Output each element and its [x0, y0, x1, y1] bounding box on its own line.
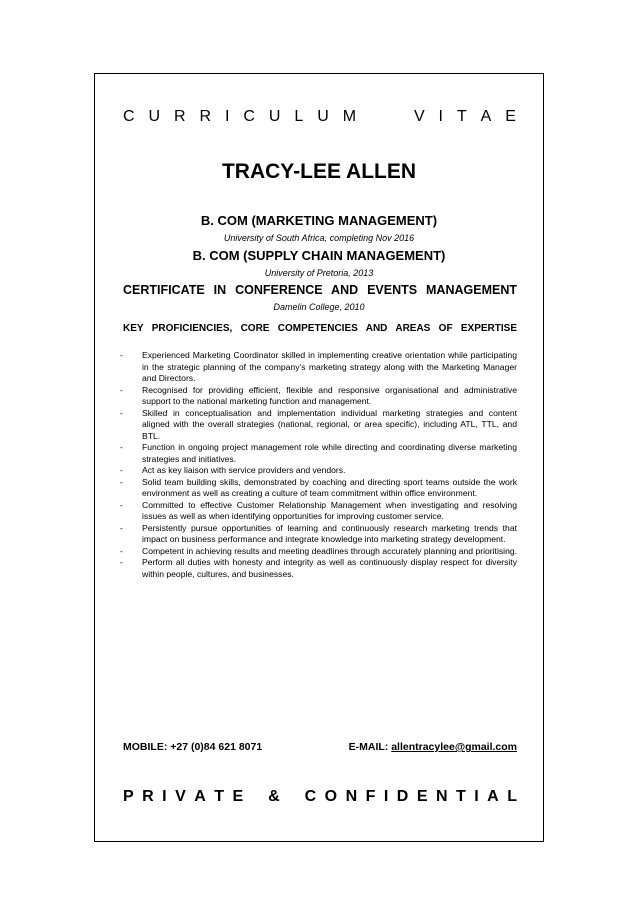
confidential-letter: L: [507, 788, 517, 805]
candidate-name: TRACY-LEE ALLEN: [221, 160, 417, 183]
certificate-title: CERTIFICATE IN CONFERENCE AND EVENTS MANAGEMENT: [123, 283, 517, 297]
vitae-letter: I: [438, 108, 443, 125]
proficiency-item: [120, 465, 517, 477]
proficiency-text: Experienced Marketing Coordinator skilled in implementing creative orientation while participating in the strategic planning of the company’s marketing strategy along with the Marketing Manager and Directors.: [142, 350, 517, 383]
email-link[interactable]: allentracylee@gmail.com: [391, 741, 517, 753]
word-gap: [288, 788, 296, 806]
bullet-dash: -: [120, 407, 123, 418]
private-letter: P: [123, 788, 134, 805]
confidential-letter: I: [474, 788, 479, 805]
curriculum-letter: C: [123, 108, 135, 125]
proficiency-text: Solid team building skills, demonstrated by coaching and directing sport teams outside the work environment as well as creating a culture of team commitment within office environment.: [142, 476, 517, 498]
proficiencies-list: [120, 350, 517, 580]
contact-line: [123, 741, 517, 753]
private-letter: A: [194, 788, 206, 805]
private-confidential-footer: [123, 788, 517, 806]
degree-2-institution: University of Pretoria, 2013: [264, 268, 374, 278]
ampersand: &: [268, 788, 280, 805]
confidential-letter: A: [487, 788, 499, 805]
proficiency-text: Act as key liaison with service providers and vendors.: [142, 465, 346, 475]
curriculum-letter: U: [268, 108, 281, 125]
bullet-dash: -: [120, 476, 123, 487]
confidential-letter: I: [383, 788, 389, 805]
private-letter: I: [162, 788, 167, 805]
curriculum-letter: M: [342, 108, 357, 125]
proficiency-item: [120, 477, 517, 500]
certificate-institution: Damelin College, 2010: [273, 302, 365, 312]
private-letter: T: [214, 788, 225, 805]
confidential-letter: O: [324, 788, 338, 805]
proficiency-text: Committed to effective Customer Relationship Management when investigating and resolving issues as well as when identifying opportunities for improving customer service.: [142, 499, 517, 521]
curriculum-letter: R: [199, 108, 212, 125]
confidential-letter: N: [345, 788, 358, 805]
bullet-dash: -: [120, 350, 123, 360]
email-block: [349, 741, 517, 753]
proficiency-item: [120, 500, 517, 523]
confidential-letter: N: [435, 788, 448, 805]
private-letter: R: [142, 788, 154, 805]
curriculum-letter: U: [148, 108, 161, 125]
curriculum-letter: R: [174, 108, 186, 125]
private-letter: V: [175, 788, 186, 805]
word-gap: [370, 108, 400, 126]
curriculum-letter: I: [225, 108, 230, 125]
confidential-letter: C: [304, 788, 317, 805]
proficiency-item: [120, 523, 517, 546]
vitae-letter: V: [413, 108, 425, 125]
vitae-letter: T: [456, 108, 467, 125]
vitae-letter: E: [505, 108, 516, 125]
bullet-dash: -: [120, 545, 123, 556]
vitae-letter: A: [480, 108, 492, 125]
confidential-letter: D: [396, 788, 409, 805]
proficiency-item: [120, 442, 517, 465]
private-letter: E: [232, 788, 244, 805]
confidential-letter: E: [416, 788, 428, 805]
proficiency-item: [120, 546, 517, 558]
degree-1-title: B. COM (MARKETING MANAGEMENT): [200, 213, 438, 228]
word-gap: [252, 788, 260, 806]
proficiencies-heading: KEY PROFICIENCIES, CORE COMPETENCIES AND AREAS OF EXPERTISE: [123, 323, 517, 334]
curriculum-vitae-heading: [123, 108, 516, 126]
proficiency-item: [120, 408, 517, 443]
mobile-number: MOBILE: +27 (0)84 621 8071: [123, 741, 263, 753]
proficiency-text: Perform all duties with honesty and integrity as well as continuously display respect for diversity within people, cultures, and businesses.: [142, 557, 517, 579]
curriculum-letter: C: [243, 108, 255, 125]
bullet-dash: -: [120, 442, 123, 452]
bullet-dash: -: [120, 499, 123, 510]
proficiency-text: Function in ongoing project management role while directing and coordinating diverse marketing strategies and initiatives.: [142, 442, 517, 464]
curriculum-letter: L: [294, 108, 304, 125]
bullet-dash: -: [120, 522, 123, 533]
email-label: E-MAIL:: [348, 741, 389, 753]
proficiency-text: Persistently pursue opportunities of learning and continuously research marketing trends that impact on business performance and integrate knowledge into marketing strategy development.: [142, 522, 517, 544]
bullet-dash: -: [120, 384, 123, 395]
confidential-letter: T: [455, 788, 466, 805]
degree-1-institution: University of South Africa, completing Nov 2016: [223, 233, 415, 243]
bullet-dash: -: [120, 557, 123, 567]
proficiency-item: [120, 557, 517, 580]
bullet-dash: -: [120, 465, 123, 475]
proficiency-text: Competent in achieving results and meeting deadlines through accurately planning and prioritising.: [142, 545, 518, 556]
proficiency-item: [120, 350, 517, 385]
degree-2-title: B. COM (SUPPLY CHAIN MANAGEMENT): [192, 248, 446, 263]
confidential-letter: F: [365, 788, 376, 805]
curriculum-letter: U: [317, 108, 329, 125]
proficiency-text: Skilled in conceptualisation and implementation individual marketing strategies and content aligned with the overall strategies (national, regional, or area specific), including ATL, TTL, and BTL.: [142, 407, 517, 441]
proficiency-text: Recognised for providing efficient, flexible and responsive organisational and administrative support to the national marketing function and management.: [142, 384, 517, 406]
proficiency-item: [120, 385, 517, 408]
